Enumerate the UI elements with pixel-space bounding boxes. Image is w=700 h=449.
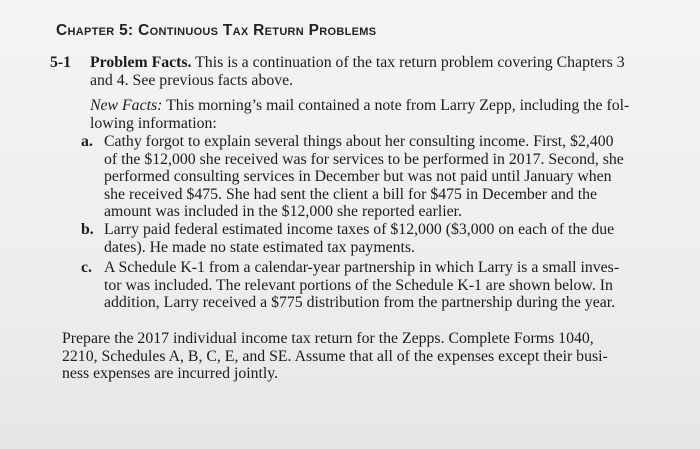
item-letter-a: a. <box>81 133 93 150</box>
item-b-line: dates). He made no state estimated tax payments. <box>104 238 416 256</box>
problem-number: 5-1 <box>50 54 72 71</box>
item-letter-b: b. <box>81 221 94 238</box>
problem-intro <box>90 54 690 89</box>
intro-line-1: Problem Facts. This is a continuation of the tax return problem covering Chapters 3 <box>90 54 625 71</box>
closing-line: ness expenses are incurred jointly. <box>62 365 279 382</box>
item-a-text <box>104 133 689 221</box>
new-facts-line-1: New Facts: This morning’s mail contained a note from Larry Zepp, including the fol- <box>90 97 630 114</box>
closing-line: Prepare the 2017 individual income tax return for the Zepps. Complete Forms 1040, <box>62 330 594 347</box>
item-c-line: addition, Larry received a $775 distribution from the partnership during the year. <box>104 294 616 311</box>
new-facts-line-2: lowing information: <box>90 114 217 132</box>
new-facts <box>90 97 690 132</box>
item-a-line: Cathy forgot to explain several things about her consulting income. First, $2,400 <box>104 133 614 150</box>
item-c-text <box>104 259 689 312</box>
new-facts-label: New Facts: <box>90 97 163 114</box>
item-a-line: performed consulting services in December but was not paid until January when <box>104 168 612 185</box>
item-a-line: amount was included in the $12,000 she reported earlier. <box>104 203 462 220</box>
intro-line-2: and 4. See previous facts above. <box>90 71 294 89</box>
item-c-line: tor was included. The relevant portions of the Schedule K-1 are shown below. In <box>104 276 613 294</box>
item-c-line: A Schedule K-1 from a calendar-year partnership in which Larry is a small inves- <box>104 259 620 276</box>
chapter-heading: Chapter 5: Continuous Tax Return Problems <box>56 22 377 39</box>
item-b-text <box>104 221 689 256</box>
closing-instructions <box>62 330 692 383</box>
problem-title: Problem Facts. <box>90 54 192 71</box>
closing-line: 2210, Schedules A, B, C, E, and SE. Assume that all of the expenses except their busi- <box>62 347 608 365</box>
item-letter-c: c. <box>81 259 92 276</box>
item-a-line: she received $475. She had sent the client a bill for $475 in December and the <box>104 185 598 203</box>
item-b-line: Larry paid federal estimated income taxes of $12,000 ($3,000 on each of the due <box>104 221 615 238</box>
item-a-line: of the $12,000 she received was for services to be performed in 2017. Second, she <box>104 150 624 168</box>
